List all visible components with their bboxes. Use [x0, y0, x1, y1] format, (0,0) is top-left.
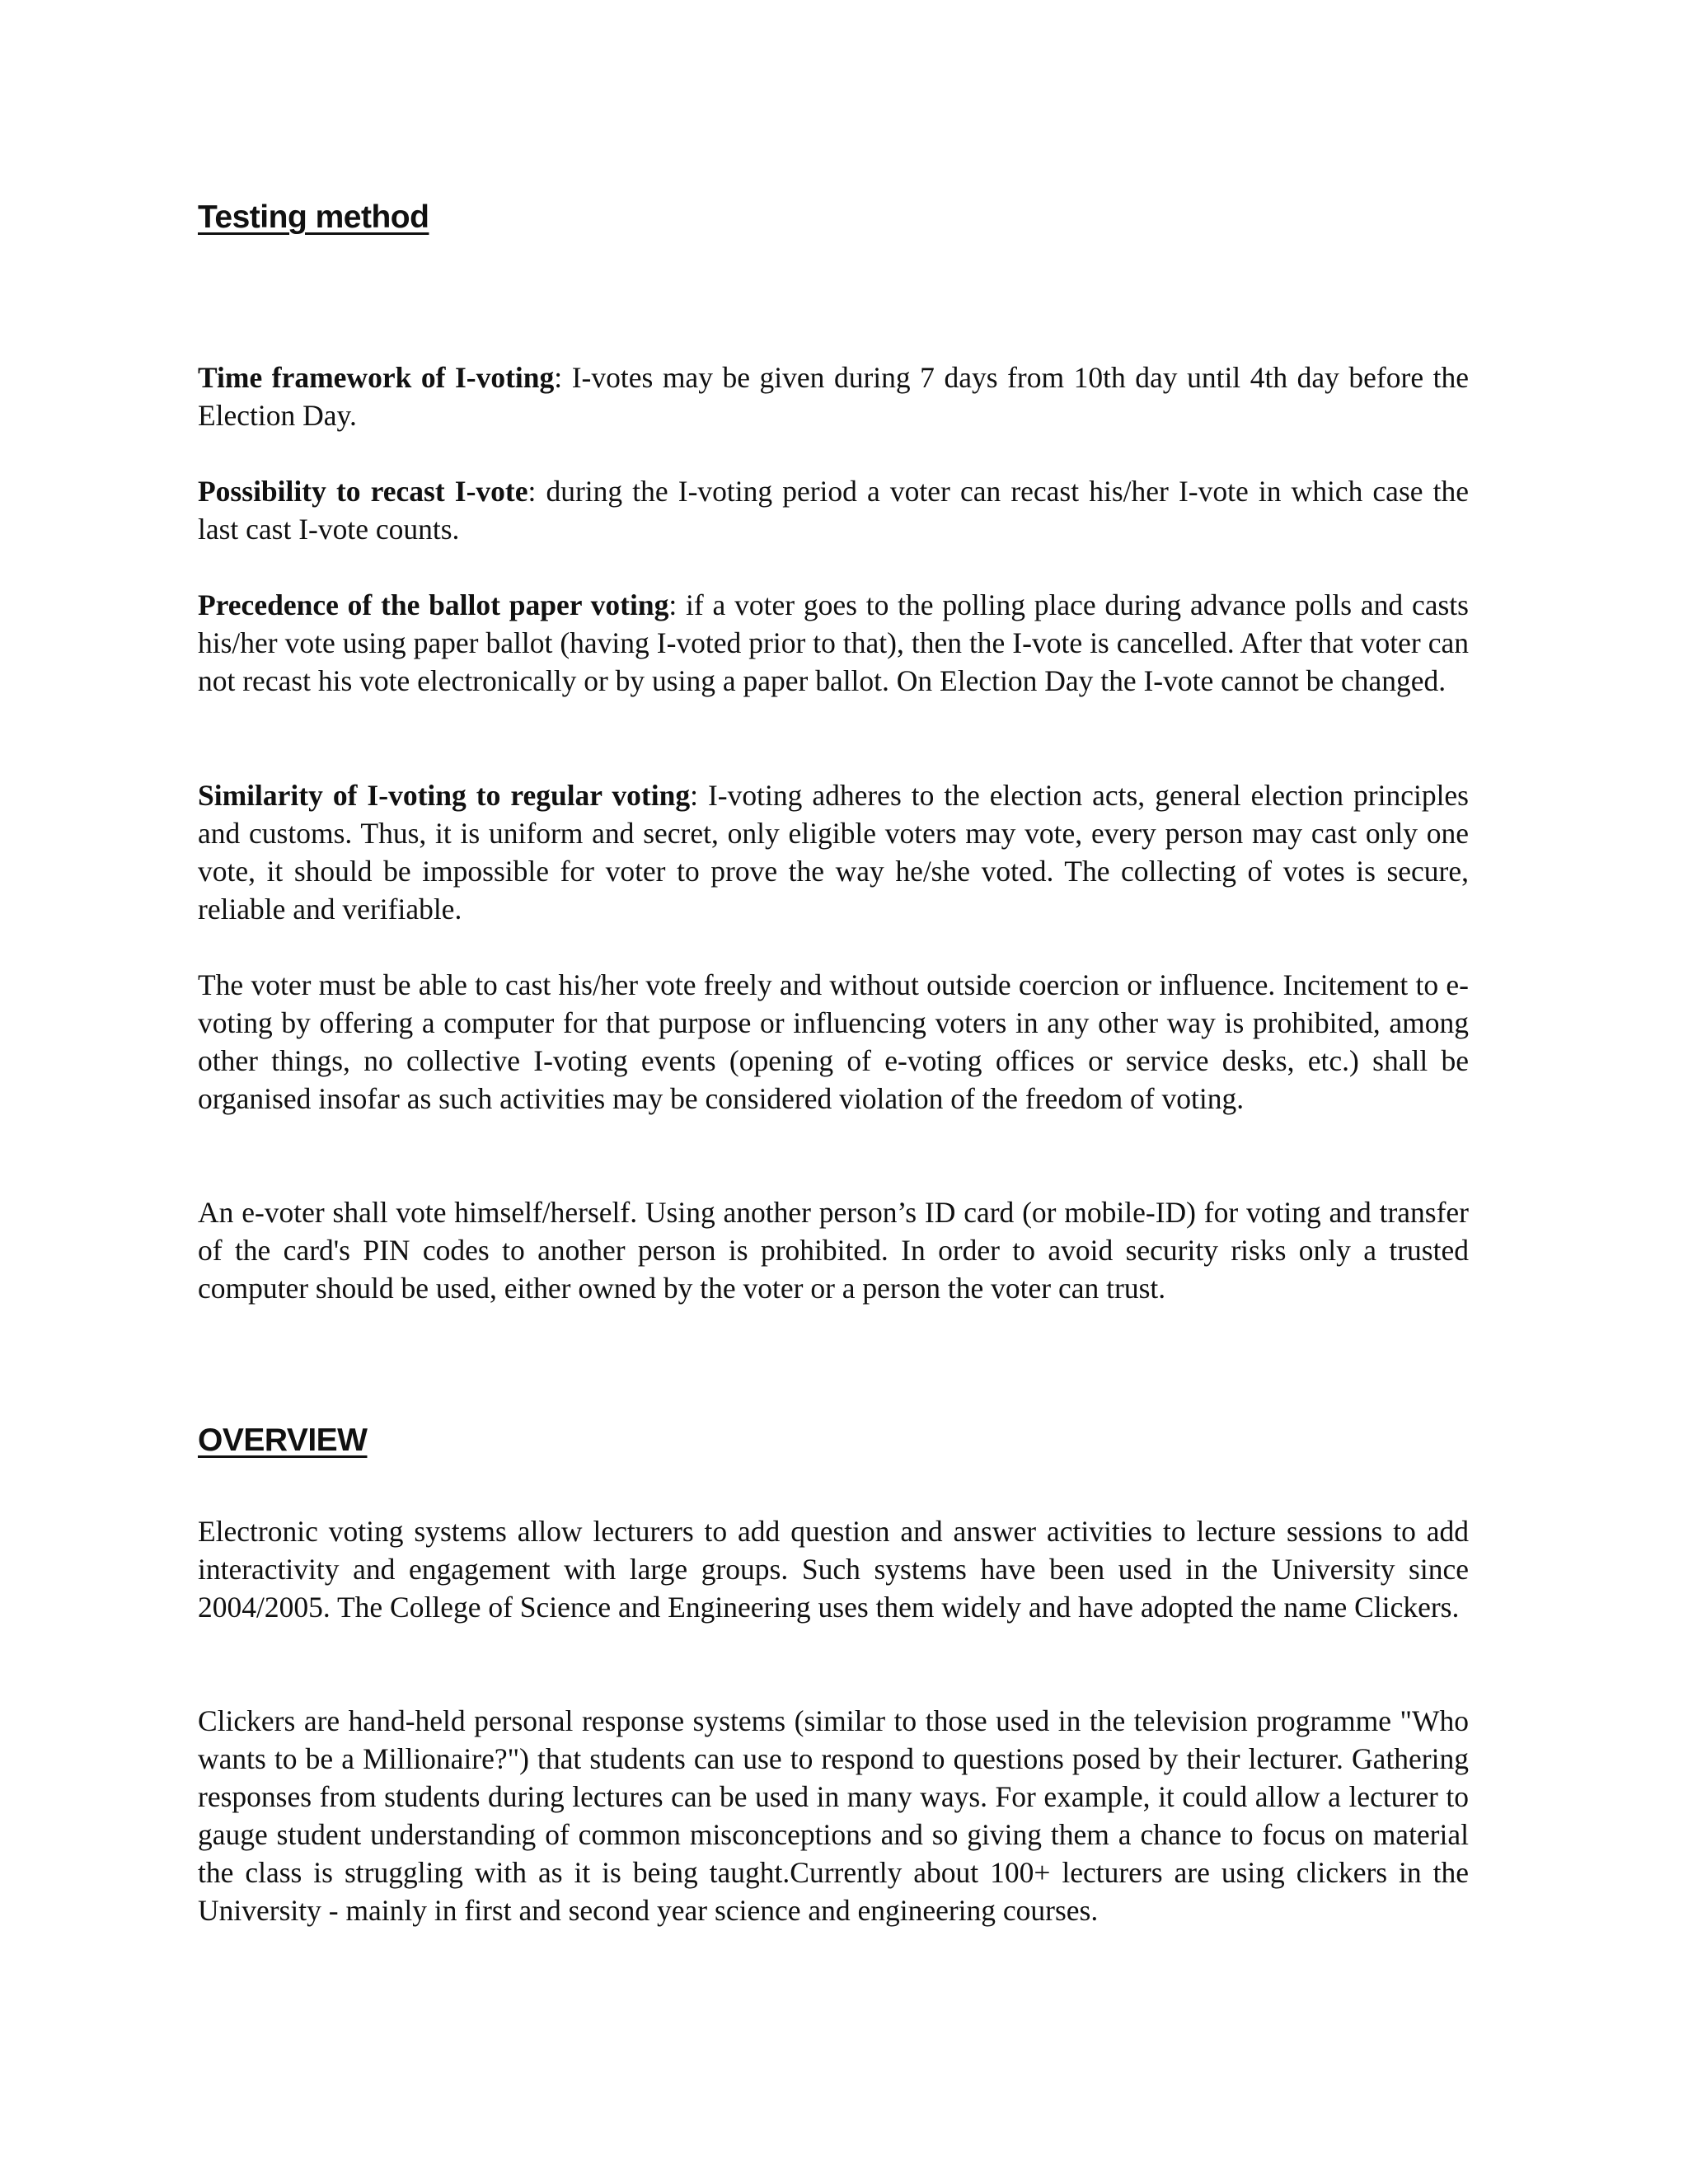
paragraph-label: Possibility to recast I-vote: [198, 475, 528, 508]
paragraph-free-voting: The voter must be able to cast his/her vote freely and without outside coercion or influence. Incitement to e-voting by offering a computer for that purpose or influencing voters in any other way is prohibited, among other things, no collective I-voting events (opening of e-voting offices or service desks, etc.) shall be organised insofar as such activities may be considered violation of the freedom of voting.: [198, 968, 1469, 1115]
section-heading-testing-method: Testing method: [198, 199, 429, 235]
paragraph-time-framework: [198, 359, 1469, 434]
paragraph-text: : I-votes may be given during 7 days from 10th day until 4th day before the Election Day.: [198, 361, 1469, 432]
paragraph-text: : if a voter goes to the polling place during advance polls and casts his/her vote using paper ballot (having I-voted prior to that), then the I-vote is cancelled. After that voter can not recast his vote electronically or by using a paper ballot. On Election Day the I-vote cannot be changed.: [198, 588, 1469, 697]
paragraph-electronic-voting-systems: Electronic voting systems allow lecturers to add question and answer activities to lecture sessions to add interactivity and engagement with large groups. Such systems have been used in the University since 2004/2005. The College of Science and Engineering uses them widely and have adopted the name Clickers.: [198, 1515, 1469, 1624]
paragraph-label: Precedence of the ballot paper voting: [198, 588, 669, 621]
paragraph-text: : during the I-voting period a voter can recast his/her I-vote in which case the last cast I-vote counts.: [198, 475, 1469, 546]
paragraph-similarity-regular-voting: [198, 776, 1469, 928]
section-heading-overview: OVERVIEW: [198, 1422, 368, 1458]
paragraph-e-voter-identity: An e-voter shall vote himself/herself. Using another person’s ID card (or mobile-ID) for voting and transfer of the card's PIN codes to another person is prohibited. In order to avoid security risks only a trusted computer should be used, either owned by the voter or a person the voter can trust.: [198, 1196, 1469, 1305]
paragraph-label: Time framework of I-voting: [198, 361, 555, 394]
paragraph-recast-i-vote: [198, 472, 1469, 548]
paragraph-precedence-ballot-paper: [198, 586, 1469, 700]
paragraph-text: : I-voting adheres to the election acts, general election principles and customs. Thus, it is uniform and secret, only eligible voters may vote, every person may cast only one vote, it should be impossible for voter to prove the way he/she voted. The collecting of votes is secure, reliable and verifiable.: [198, 779, 1469, 926]
paragraph-label: Similarity of I-voting to regular voting: [198, 779, 691, 812]
paragraph-clickers: Clickers are hand-held personal response systems (similar to those used in the television programme "Who wants to be a Millionaire?") that students can use to respond to questions posed by their lecturer. Gathering responses from students during lectures can be used in many ways. For example, it could allow a lecturer to gauge student understanding of common misconceptions and so giving them a chance to focus on material the class is struggling with as it is being taught.Currently about 100+ lecturers are using clickers in the University - mainly in first and second year science and engineering courses.: [198, 1704, 1469, 1927]
